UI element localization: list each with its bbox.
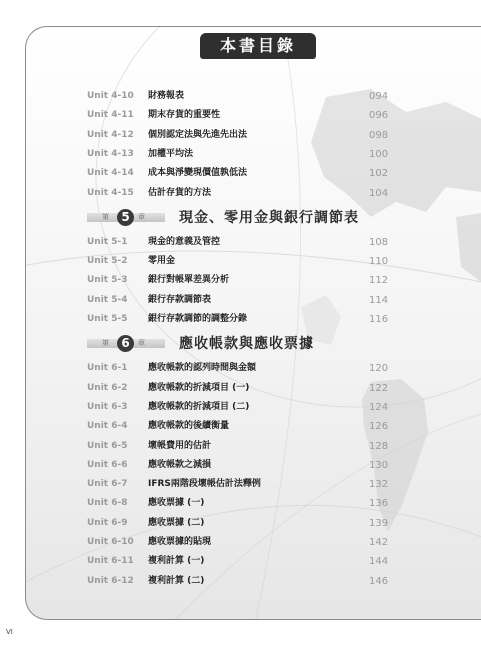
page-number-ref: 112 <box>369 275 389 287</box>
toc-entry[interactable] <box>87 311 397 328</box>
unit-number: Unit 6-10 <box>87 537 134 547</box>
page-number-ref: 102 <box>369 168 389 180</box>
entry-title: 應收帳款的後續衡量 <box>148 421 230 432</box>
page-title: 本書目錄 <box>200 33 316 59</box>
page-number-ref: 130 <box>369 459 389 471</box>
chapter-number-badge: 6 <box>117 335 134 352</box>
toc-entry[interactable] <box>87 534 397 551</box>
page-number-ref: 128 <box>369 440 389 452</box>
entry-title: IFRS兩階段壞帳估計法釋例 <box>148 479 261 490</box>
toc-entry[interactable] <box>87 360 397 377</box>
chapter-prefix: 第 <box>102 212 109 221</box>
page-number-ref: 144 <box>369 556 389 568</box>
page-number-ref: 098 <box>369 129 389 141</box>
entry-title: 應收票據 (一) <box>148 498 205 509</box>
entry-title: 銀行存款調節表 <box>148 294 212 305</box>
page-number-ref: 100 <box>369 148 389 160</box>
entry-title: 銀行存款調節的調整分錄 <box>148 314 248 324</box>
unit-number: Unit 6-11 <box>87 556 134 567</box>
chapter-suffix: 章 <box>138 339 145 348</box>
page-number-ref: 124 <box>369 401 389 413</box>
unit-number: Unit 6-4 <box>87 421 128 432</box>
unit-number: Unit 5-5 <box>87 314 128 324</box>
page-number-ref: 132 <box>369 479 389 491</box>
entry-title: 估計存貨的方法 <box>148 187 212 198</box>
toc-entry[interactable] <box>87 146 397 163</box>
toc-entry[interactable] <box>87 399 397 416</box>
entry-title: 零用金 <box>148 256 176 267</box>
toc-entry[interactable] <box>87 107 397 124</box>
toc-entry[interactable] <box>87 272 397 289</box>
toc-entry[interactable] <box>87 292 397 309</box>
unit-number: Unit 6-7 <box>87 479 128 490</box>
entry-title: 複利計算 (二) <box>148 575 205 586</box>
toc-entry[interactable] <box>87 185 397 202</box>
unit-number: Unit 4-15 <box>87 187 134 198</box>
page-number-ref: 104 <box>369 187 389 199</box>
entry-title: 應收票據 (二) <box>148 517 205 528</box>
page-number-ref: 126 <box>369 421 389 433</box>
page-number-ref: 139 <box>369 517 389 529</box>
page-number-ref: 146 <box>369 575 389 587</box>
toc-entry[interactable] <box>87 438 397 455</box>
toc-entry[interactable] <box>87 476 397 493</box>
chapter-heading[interactable] <box>87 208 417 228</box>
entry-title: 銀行對帳單差異分析 <box>148 275 230 286</box>
unit-number: Unit 4-14 <box>87 168 134 179</box>
toc-entry[interactable] <box>87 88 397 105</box>
entry-title: 應收帳款之減損 <box>148 459 212 470</box>
toc-entry[interactable] <box>87 380 397 397</box>
page-number-ref: 142 <box>369 537 389 548</box>
toc-entry[interactable] <box>87 165 397 182</box>
unit-number: Unit 6-5 <box>87 440 128 451</box>
unit-number: Unit 4-12 <box>87 129 134 140</box>
entry-title: 應收票據的貼現 <box>148 537 212 547</box>
page-number-ref: 116 <box>369 314 389 325</box>
entry-title: 現金的意義及管控 <box>148 236 221 247</box>
unit-number: Unit 6-9 <box>87 517 128 528</box>
unit-number: Unit 6-12 <box>87 575 134 586</box>
page-number-ref: 114 <box>369 294 389 306</box>
chapter-title: 應收帳款與應收票據 <box>179 336 314 353</box>
page-number-ref: 108 <box>369 236 389 248</box>
toc-entry[interactable] <box>87 127 397 144</box>
page-number-ref: 120 <box>369 363 389 375</box>
unit-number: Unit 5-4 <box>87 294 128 305</box>
unit-number: Unit 5-2 <box>87 256 128 267</box>
entry-title: 加權平均法 <box>148 148 194 159</box>
chapter-number-badge: 5 <box>117 209 134 226</box>
toc-entry[interactable] <box>87 253 397 270</box>
page-number: VI <box>6 628 13 636</box>
toc-entry[interactable] <box>87 495 397 512</box>
chapter-prefix: 第 <box>102 339 109 348</box>
page-number-ref: 122 <box>369 382 389 394</box>
entry-title: 應收帳款的認列時間與金額 <box>148 363 257 374</box>
entry-title: 個別認定法與先進先出法 <box>148 129 248 140</box>
unit-number: Unit 6-6 <box>87 459 128 470</box>
page-number-ref: 136 <box>369 498 389 510</box>
toc-entry[interactable] <box>87 418 397 435</box>
entry-title: 應收帳款的折減項目 (二) <box>148 401 250 412</box>
unit-number: Unit 6-8 <box>87 498 128 509</box>
toc-entry[interactable] <box>87 234 397 251</box>
unit-number: Unit 6-3 <box>87 401 128 412</box>
page-number-ref: 096 <box>369 110 389 122</box>
toc-entry[interactable] <box>87 457 397 474</box>
entry-title: 成本與淨變現價值孰低法 <box>148 168 248 179</box>
unit-number: Unit 5-1 <box>87 236 128 247</box>
unit-number: Unit 6-1 <box>87 363 128 374</box>
toc-entry[interactable] <box>87 573 397 590</box>
entry-title: 應收帳款的折減項目 (一) <box>148 382 250 393</box>
unit-number: Unit 4-13 <box>87 148 134 159</box>
toc-entry[interactable] <box>87 553 397 570</box>
entry-title: 期末存貨的重要性 <box>148 110 221 121</box>
entry-title: 複利計算 (一) <box>148 556 205 567</box>
entry-title: 財務報表 <box>148 91 185 101</box>
unit-number: Unit 5-3 <box>87 275 128 286</box>
unit-number: Unit 4-10 <box>87 91 134 101</box>
unit-number: Unit 6-2 <box>87 382 128 393</box>
chapter-suffix: 章 <box>138 212 145 221</box>
entry-title: 壞帳費用的估計 <box>148 440 212 451</box>
page-number-ref: 094 <box>369 91 389 102</box>
chapter-heading[interactable] <box>87 334 417 354</box>
page-number-ref: 110 <box>369 256 389 268</box>
toc-entry[interactable] <box>87 515 397 532</box>
unit-number: Unit 4-11 <box>87 110 134 121</box>
chapter-title: 現金、零用金與銀行調節表 <box>179 209 359 226</box>
